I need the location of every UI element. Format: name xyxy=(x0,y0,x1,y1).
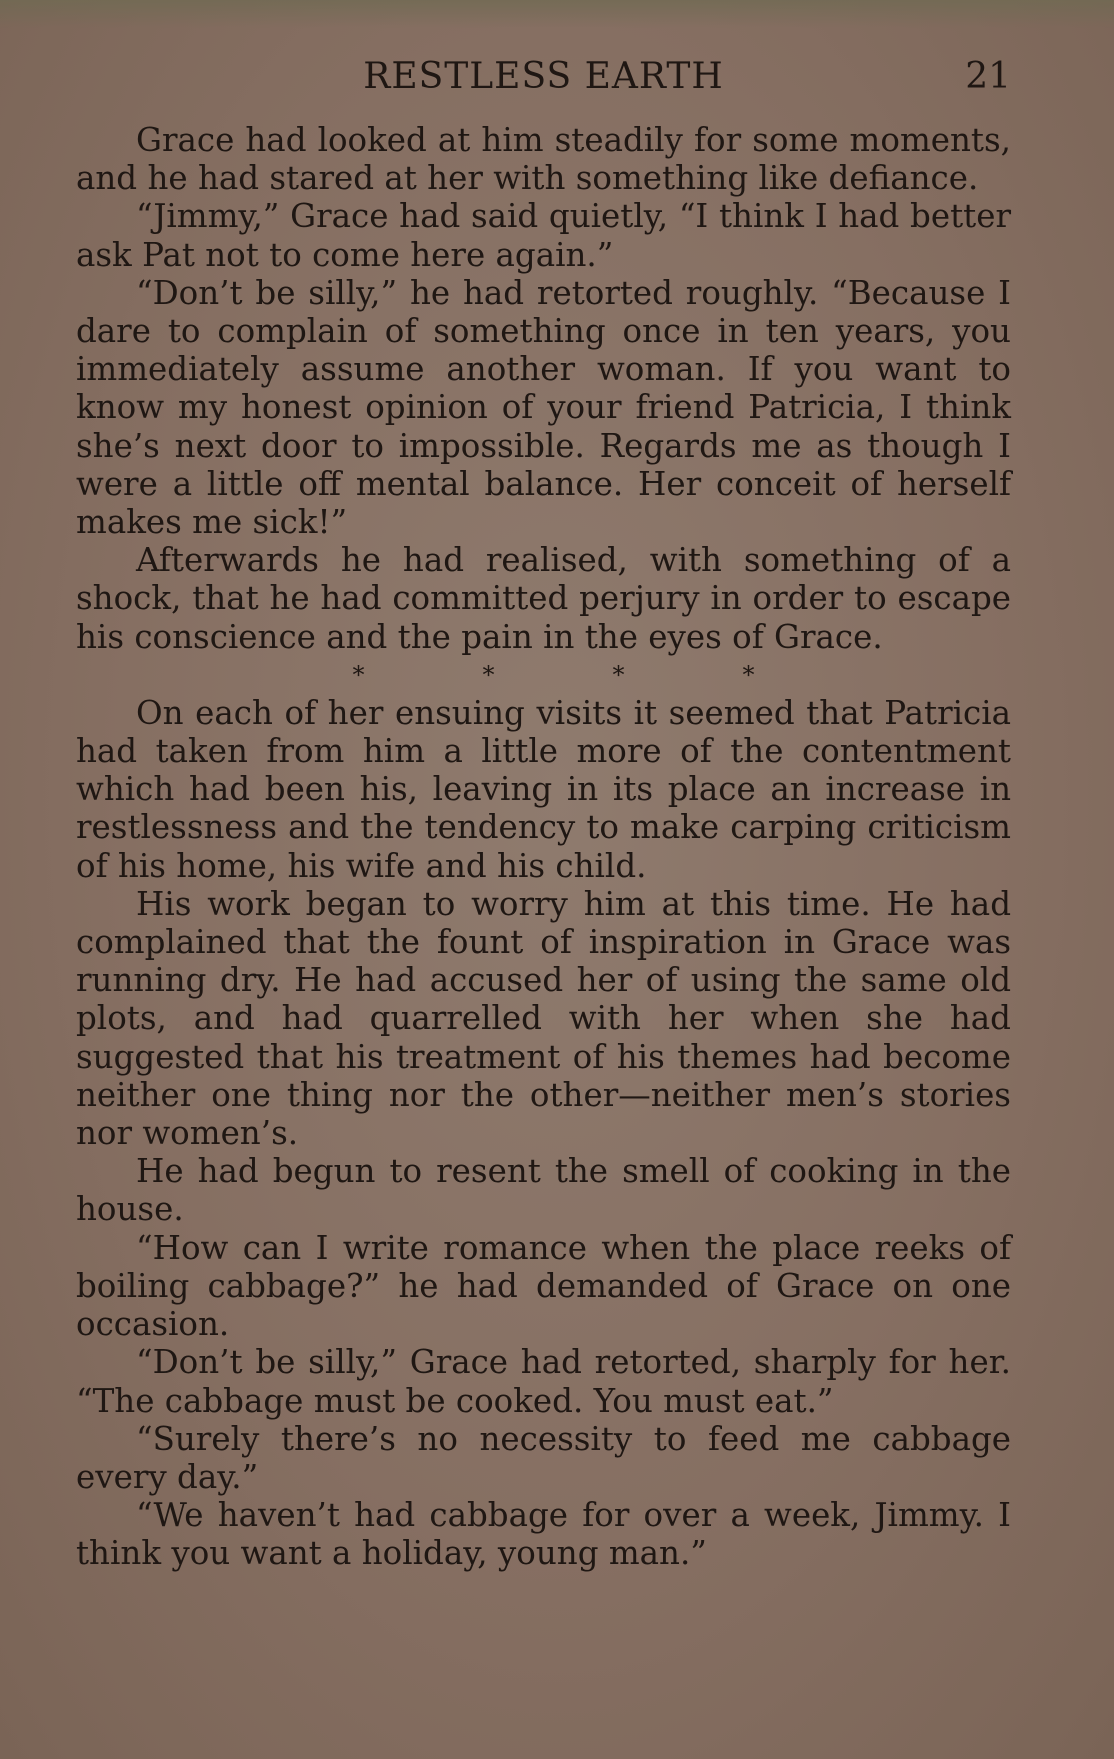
paragraph: His work began to worry him at this time. He had complained that the fount of inspiration in Grace was running dry. He had accused her of using the same old plots, and had quarrelled with her when she had suggested that his treatment of his themes had become neither one thing nor the other—neither men’s stories nor women’s. xyxy=(76,884,1011,1153)
paragraph: “We haven’t had cabbage for over a week, Jimmy. I think you want a holiday, young man.” xyxy=(76,1496,1011,1573)
paragraph: He had begun to resent the smell of cooking in the house. xyxy=(76,1152,1011,1229)
paragraph: “Don’t be silly,” he had retorted roughly. “Because I dare to complain of something once in ten years, you immediately assume another woman. If you want to know my honest opinion of your friend Patricia, I think she’s next door to impossible. Regards me as though I were a little off mental balance. Her conceit of herself makes me sick!” xyxy=(76,273,1011,542)
section-break-star: * xyxy=(742,660,755,689)
page-top-edge xyxy=(0,0,1114,28)
paragraph: “Surely there’s no necessity to feed me cabbage every day.” xyxy=(76,1419,1011,1496)
section-break-star: * xyxy=(352,660,365,689)
section-break xyxy=(76,656,1011,694)
section-break-star: * xyxy=(612,660,625,689)
section-break-star: * xyxy=(482,660,495,689)
paragraph: Afterwards he had realised, with something of a shock, that he had committed perjury in order to escape his conscience and the pain in the eyes of Grace. xyxy=(76,541,1011,656)
paragraph: On each of her ensuing visits it seemed that Patricia had taken from him a little more of the contentment which had been his, leaving in its place an increase in restlessness and the tendency to make carping criticism of his home, his wife and his child. xyxy=(76,693,1011,885)
body-text xyxy=(76,121,1011,1573)
page-header xyxy=(76,56,1011,100)
running-head: RESTLESS EARTH xyxy=(363,56,724,97)
paragraph: “Don’t be silly,” Grace had retorted, sharply for her. “The cabbage must be cooked. You must eat.” xyxy=(76,1343,1011,1420)
paragraph: “How can I write romance when the place reeks of boiling cabbage?” he had demanded of Grace on one occasion. xyxy=(76,1228,1011,1344)
paragraph: Grace had looked at him steadily for some moments, and he had stared at her with something like defiance. xyxy=(76,121,1011,198)
paragraph: “Jimmy,” Grace had said quietly, “I think I had better ask Pat not to come here again.” xyxy=(76,197,1011,274)
page-number: 21 xyxy=(965,56,1011,97)
